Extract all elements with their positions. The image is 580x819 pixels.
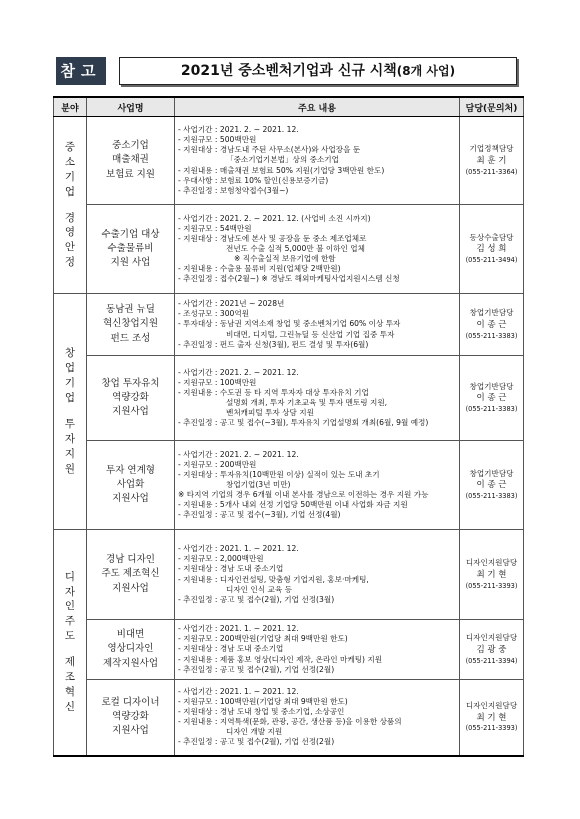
table-row [54, 294, 524, 356]
content-line: 디자인 인식 교육 등 [226, 584, 292, 594]
title-suffix: (8개 사업) [396, 64, 456, 78]
content-cell [175, 680, 460, 756]
content-line: 비대면, 디지털, 그린뉴딜 등 신산업 기업 집중 투자 [226, 329, 395, 339]
category-char: 기 [64, 377, 76, 390]
project-name-cell [87, 356, 175, 441]
category-char: 업 [64, 392, 76, 405]
content-line: - 지원내용 : 디자인컨설팅, 맞춤형 기업지원, 홍보·마케팅, [178, 574, 369, 584]
content-cell [175, 530, 460, 620]
content-cell [175, 356, 460, 441]
category-char: 영 [64, 226, 76, 239]
contact-department: 창업기반담당 [469, 468, 514, 478]
table-row [54, 356, 524, 441]
project-name-cell [87, 117, 175, 205]
contact-phone: (055-211-3383) [465, 405, 518, 414]
content-line: - 추진일정 : 접수(2월~) ※ 경남도 해외마케팅사업지원시스템 신청 [178, 274, 400, 284]
category-char: 업 [64, 362, 76, 375]
contact-department: 디자인지원담당 [465, 701, 518, 711]
content-line: - 사업기간 : 2021. 1. ~ 2021. 12. [178, 544, 299, 554]
contact-person: 김 광 중 [476, 644, 507, 655]
contact-cell [460, 530, 524, 620]
project-name-line: 영상디자인 [107, 643, 154, 655]
category-char: 안 [64, 241, 76, 254]
category-char: 창 [64, 347, 76, 360]
column-header-project: 사업명 [87, 97, 175, 117]
content-cell [175, 620, 460, 680]
contact-department: 창업기반담당 [469, 381, 514, 391]
content-line: - 우대사항 : 보험료 10% 할인(신용보증기금) [178, 175, 329, 185]
reference-badge: 참고 [56, 57, 106, 85]
contact-department: 기업정책담당 [469, 144, 514, 154]
content-line: 전년도 수출 실적 5,000만 불 이하인 업체 [226, 243, 365, 253]
category-char: 주 [64, 615, 76, 628]
content-line: - 지원대상 : 경남 도내 창업 및 중소기업, 소상공인 [178, 707, 345, 717]
project-name-line: 역량강화 [112, 711, 149, 723]
category-char: 소 [64, 155, 76, 168]
project-name-cell [87, 441, 175, 530]
content-line: - 사업기간 : 2021. 2. ~ 2021. 12. [178, 125, 299, 135]
title-text: 2021년 중소벤처기업과 신규 시책 [180, 63, 397, 79]
contact-phone: (055-211-3364) [465, 167, 518, 176]
content-line: - 지원내용 : 수출용 물류비 지원(업체당 2백만원) [178, 264, 341, 274]
column-header-contact: 담당(문의처) [460, 97, 524, 117]
project-name-line: 지원사업 [112, 582, 149, 594]
category-char [54, 200, 86, 211]
policy-table [53, 96, 524, 757]
contact-cell [460, 294, 524, 356]
contact-cell [460, 117, 524, 205]
contact-person: 최 기 현 [476, 712, 507, 723]
contact-person: 최 기 현 [476, 569, 507, 580]
table-row [54, 530, 524, 620]
contact-phone: (055-211-3393) [465, 724, 518, 733]
content-line: 벤처캐피털 투자 상담 지원 [226, 408, 314, 418]
project-name-line: 주도 제조혁신 [101, 568, 160, 580]
project-name-line: 역량강화 [112, 391, 149, 403]
project-name-line: 지원사업 [112, 406, 149, 418]
content-line: - 추진일정 : 펀드 출자 신청(3월), 펀드 결성 및 투자(6월) [178, 339, 369, 349]
content-cell [175, 294, 460, 356]
document-title-row [56, 57, 516, 85]
content-cell [175, 117, 460, 205]
contact-department: 창업기반담당 [469, 308, 514, 318]
content-line: - 추진일정 : 공고 및 접수(2월), 기업 선정(2월) [178, 737, 335, 747]
content-line: - 추진일정 : 보험청약접수(3월~) [178, 185, 289, 195]
category-char: 디 [64, 570, 76, 583]
project-name-line: 투자 연계형 [106, 464, 155, 476]
contact-department: 디자인지원담당 [465, 633, 518, 643]
content-line: - 지원대상 : 투자유치(10백만원 이상) 실적이 있는 도내 초기 [178, 469, 380, 479]
table-row [54, 205, 524, 294]
content-line: - 사업기간 : 2021. 2. ~ 2021. 12. [178, 367, 299, 377]
content-line: - 사업기간 : 2021. 1. ~ 2021. 12. [178, 624, 299, 634]
contact-cell [460, 356, 524, 441]
contact-department: 디자인지원담당 [465, 558, 518, 568]
column-header-category: 분야 [54, 97, 87, 117]
category-cell [54, 294, 87, 530]
category-char: 신 [64, 700, 76, 713]
project-name-cell [87, 680, 175, 756]
category-char: 중 [64, 140, 76, 153]
project-name-line: 수출기업 대상 [101, 228, 160, 240]
project-name-cell [87, 530, 175, 620]
project-name-line: 동남권 뉴딜 [106, 304, 155, 316]
project-name-cell [87, 620, 175, 680]
content-line: - 지원규모 : 100백만원 [178, 377, 257, 387]
content-cell [175, 205, 460, 294]
contact-person: 김 성 희 [476, 244, 507, 255]
category-char: 자 [64, 585, 76, 598]
project-name-cell [87, 294, 175, 356]
project-name-line: 사업화 [116, 478, 145, 490]
category-char [54, 644, 86, 655]
content-line: 설명회 개최, 투자 기초교육 및 투자 멘토링 지원, [226, 398, 388, 407]
category-char: 인 [64, 600, 76, 613]
contact-phone: (055-211-3494) [465, 256, 518, 265]
project-name-line: 로컬 디자이너 [101, 696, 160, 708]
content-line: - 지원규모 : 54백만원 [178, 223, 252, 233]
content-line: - 추진일정 : 공고 및 접수(2월), 기업 선정(2월) [178, 664, 335, 674]
category-char: 혁 [64, 686, 76, 699]
content-line: ※ 타지역 기업의 경우 6개월 이내 본사를 경남으로 이전하는 경우 지원 가능 [178, 490, 429, 500]
project-name-line: 비대면 [116, 629, 145, 641]
content-line: - 지원내용 : 매출채권 보험료 50% 지원(기업당 3백만원 한도) [178, 165, 385, 175]
project-name-line: 매출채권 [112, 154, 149, 166]
contact-phone: (055-211-3393) [465, 581, 518, 590]
content-line: - 추진일정 : 공고 및 접수(2월), 기업 선정(3월) [178, 594, 335, 604]
project-name-line: 지원사업 [112, 725, 149, 737]
content-line: - 투자대상 : 동남권 지역소재 창업 및 중소벤처기업 60% 이상 투자 [178, 319, 401, 329]
project-name-line: 수출물류비 [107, 242, 154, 254]
category-char: 정 [64, 256, 76, 269]
contact-phone: (055-211-3383) [465, 331, 518, 340]
content-cell [175, 441, 460, 530]
category-char: 원 [64, 462, 76, 475]
table-row [54, 680, 524, 756]
project-name-line: 중소기업 [112, 140, 149, 152]
content-line: - 지원내용 : 5개사 내외 선정 기업당 50백만원 이내 사업화 자금 지원 [178, 500, 408, 510]
category-char [54, 406, 86, 417]
content-line: 창업기업(3년 미만) [226, 479, 291, 489]
category-char: 조 [64, 671, 76, 684]
contact-person: 이 종 근 [476, 393, 507, 404]
category-cell [54, 117, 87, 294]
content-line: - 추진일정 : 공고 및 접수(~3월), 기업 선정(4월) [178, 510, 341, 520]
table-row [54, 620, 524, 680]
table-row [54, 441, 524, 530]
content-line: - 사업기간 : 2021. 1. ~ 2021. 12. [178, 686, 299, 696]
contact-cell [460, 680, 524, 756]
project-name-line: 경남 디자인 [106, 554, 155, 566]
project-name-line: 혁신창업지원 [102, 318, 159, 330]
table-header-row [54, 97, 524, 117]
content-line: - 지원대상 : 경남 도내 중소기업 [178, 564, 284, 574]
content-line: - 사업기간 : 2021년 ~ 2028년 [178, 299, 285, 309]
document-title [119, 57, 517, 85]
contact-cell [460, 441, 524, 530]
category-char: 자 [64, 432, 76, 445]
content-line: - 지원규모 : 200백만원 [178, 459, 257, 469]
project-name-line: 제작지원사업 [102, 657, 159, 669]
content-line: - 지원대상 : 경남도에 본사 및 공장을 둔 중소 제조업체로 [178, 233, 367, 243]
content-line: - 지원규모 : 500백만원 [178, 135, 257, 145]
contact-department: 동상수출담당 [469, 232, 514, 242]
project-name-line: 펀드 조성 [110, 332, 151, 344]
project-name-line: 지원사업 [112, 493, 149, 505]
content-line: - 지원내용 : 수도권 등 타 지역 투자자 대상 투자유치 기업 [178, 387, 369, 397]
contact-phone: (055-211-3394) [465, 656, 518, 665]
content-line: 디자인 개발 지원 [226, 727, 283, 737]
category-char: 업 [64, 185, 76, 198]
contact-cell [460, 620, 524, 680]
content-line: - 지원대상 : 경남도내 주된 사무소(본사)와 사업장을 둔 [178, 145, 361, 155]
contact-phone: (055-211-3383) [465, 492, 518, 501]
category-cell [54, 530, 87, 756]
column-header-content: 주요 내용 [175, 97, 460, 117]
content-line: - 지원대상 : 경남 도내 중소기업 [178, 644, 284, 654]
content-line: - 지원규모 : 2,000백만원 [178, 554, 264, 564]
content-line: - 지원내용 : 지역특색(문화, 관광, 공간, 생산품 등)을 이용한 상품의 [178, 717, 402, 727]
content-line: - 사업기간 : 2021. 2. ~ 2021. 12. (사업비 소진 시까지) [178, 213, 371, 223]
contact-person: 최 훈 기 [476, 155, 507, 166]
content-line: - 지원규모 : 100백만원(기업당 최대 9백만원 한도) [178, 697, 348, 707]
category-char: 제 [64, 656, 76, 669]
content-line: - 추진일정 : 공고 및 접수(~3월), 투자유치 기업설명회 개최(6월, 9월 예정) [178, 418, 429, 428]
content-line: - 조성규모 : 300억원 [178, 309, 250, 319]
project-name-line: 창업 투자유치 [101, 377, 160, 389]
project-name-line: 지원 사업 [110, 257, 151, 269]
contact-person: 이 종 근 [476, 319, 507, 330]
category-char: 경 [64, 211, 76, 224]
project-name-cell [87, 205, 175, 294]
table-row [54, 117, 524, 205]
category-char: 투 [64, 418, 76, 430]
category-char: 지 [64, 447, 76, 460]
content-line: - 지원내용 : 제품 홍보 영상(디자인 제작, 온라인 마케팅) 지원 [178, 654, 383, 664]
contact-person: 이 종 근 [476, 480, 507, 491]
content-line: - 사업기간 : 2021. 2. ~ 2021. 12. [178, 449, 299, 459]
content-line: ※ 직수출실적 보유기업에 한함 [234, 254, 336, 264]
content-line: - 지원규모 : 200백만원(기업당 최대 9백만원 한도) [178, 634, 348, 644]
project-name-line: 보험료 지원 [106, 168, 155, 180]
category-char: 기 [64, 170, 76, 183]
content-line: 「중소기업기본법」상의 중소기업 [226, 155, 339, 165]
category-char: 도 [64, 630, 76, 643]
contact-cell [460, 205, 524, 294]
